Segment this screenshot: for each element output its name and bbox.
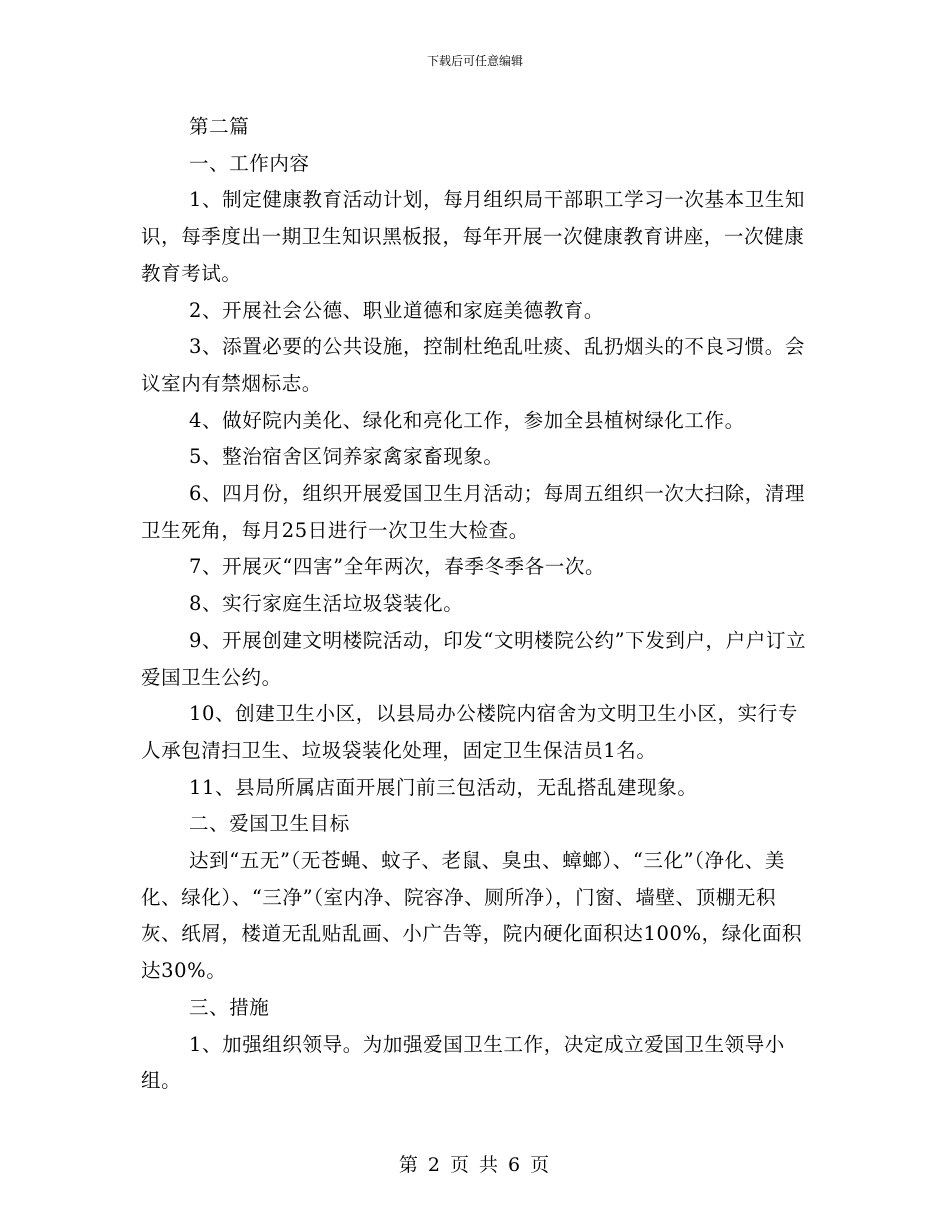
paragraph-11: 11、县局所属店面开展门前三包活动，无乱搭乱建现象。 [189, 775, 698, 799]
paragraph-1: 1、制定健康教育活动计划，每月组织局干部职工学习一次基本卫生知识，每季度出一期卫生知识黑板报，每年开展一次健康教育讲座，一次健康教育考试。 [141, 188, 806, 285]
heading-work-content: 一、工作内容 [189, 151, 310, 175]
paragraph-13: 1、加强组织领导。为加强爱国卫生工作，决定成立爱国卫生领导小组。 [141, 1032, 785, 1093]
heading-measures: 三、措施 [189, 995, 270, 1019]
section-title: 第二篇 [189, 115, 250, 138]
paragraph-5: 5、整治宿舍区饲养家禽家畜现象。 [189, 445, 504, 469]
paragraph-4: 4、做好院内美化、绿化和亮化工作，参加全县植树绿化工作。 [189, 408, 745, 432]
paragraph-2: 2、开展社会公德、职业道德和家庭美德教育。 [189, 298, 605, 322]
paragraph-8: 8、实行家庭生活垃圾袋装化。 [189, 592, 464, 616]
page-number-footer: 第 2 页 共 6 页 [398, 1154, 552, 1176]
paragraph-7: 7、开展灭“四害”全年两次，春季冬季各一次。 [189, 555, 606, 579]
heading-sanitation-goals: 二、爱国卫生目标 [189, 812, 350, 836]
paragraph-10: 10、创建卫生小区，以县局办公楼院内宿舍为文明卫生小区，实行专人承包清扫卫生、垃圾袋装化处理，固定卫生保洁员1名。 [141, 702, 798, 762]
paragraph-9: 9、开展创建文明楼院活动，印发“文明楼院公约”下发到户，户户订立爱国卫生公约。 [141, 628, 807, 689]
page-header: 下载后可任意编辑 [426, 54, 523, 68]
paragraph-3: 3、添置必要的公共设施，控制杜绝乱吐痰、乱扔烟头的不良习惯。会议室内有禁烟标志。 [141, 335, 806, 395]
paragraph-12: 达到“五无”（无苍蝇、蚊子、老鼠、臭虫、蟑螂）、“三化”（净化、美化、绿化）、“三净”（室内净、院容净、厕所净），门窗、墙壁、顶棚无积灰、纸屑，楼道无乱贴乱画、小广告等，院内硬化面积达100%，绿化面积达30%。 [141, 849, 803, 983]
document-body [141, 109, 811, 1100]
paragraph-6: 6、四月份，组织开展爱国卫生月活动；每周五组织一次大扫除，清理卫生死角，每月25日进行一次卫生大检查。 [141, 482, 806, 542]
